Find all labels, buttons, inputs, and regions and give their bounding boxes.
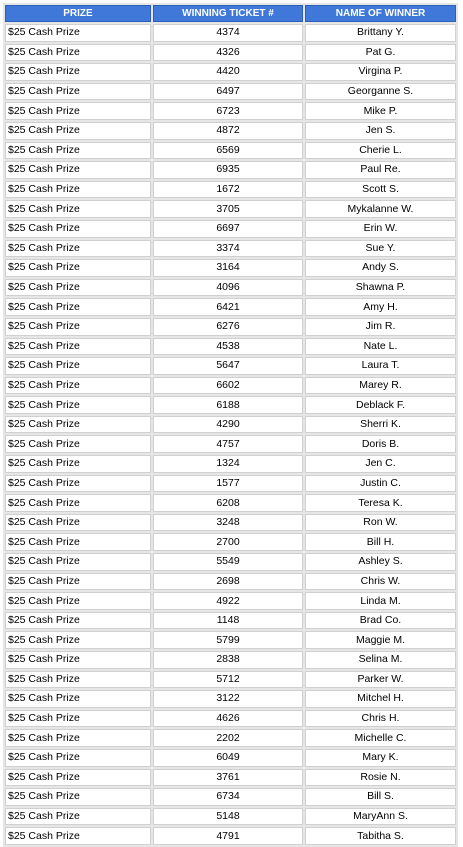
table-row [5,592,456,610]
winner-name-cell: Sue Y. [305,240,456,258]
winner-name-cell: Pat G. [305,44,456,62]
prize-cell: $25 Cash Prize [5,494,151,512]
winner-name-cell: Bill H. [305,533,456,551]
prize-cell: $25 Cash Prize [5,396,151,414]
prize-cell: $25 Cash Prize [5,259,151,277]
table-row [5,749,456,767]
prize-cell: $25 Cash Prize [5,181,151,199]
prize-cell: $25 Cash Prize [5,533,151,551]
table-row [5,769,456,787]
table-row [5,729,456,747]
table-row [5,338,456,356]
winner-name-cell: MaryAnn S. [305,808,456,826]
winner-name-cell: Teresa K. [305,494,456,512]
table-row [5,298,456,316]
prize-cell: $25 Cash Prize [5,63,151,81]
prize-cell: $25 Cash Prize [5,318,151,336]
table-row [5,808,456,826]
table-row [5,161,456,179]
ticket-number-cell: 6734 [153,788,303,806]
ticket-number-cell: 3705 [153,200,303,218]
table-row [5,357,456,375]
prize-cell: $25 Cash Prize [5,514,151,532]
table-row [5,83,456,101]
ticket-number-cell: 1577 [153,475,303,493]
ticket-number-cell: 4872 [153,122,303,140]
prize-cell: $25 Cash Prize [5,24,151,42]
winner-name-cell: Tabitha S. [305,827,456,845]
winner-name-cell: Mike P. [305,102,456,120]
winner-name-cell: Paul Re. [305,161,456,179]
prize-cell: $25 Cash Prize [5,475,151,493]
winner-name-cell: Brittany Y. [305,24,456,42]
column-header-prize: PRIZE [5,5,151,22]
winner-name-cell: Amy H. [305,298,456,316]
prize-cell: $25 Cash Prize [5,44,151,62]
winner-name-cell: Cherie L. [305,142,456,160]
table-row [5,475,456,493]
winner-name-cell: Maggie M. [305,631,456,649]
winner-name-cell: Erin W. [305,220,456,238]
table-row [5,435,456,453]
column-header-name-of-winner: NAME OF WINNER [305,5,456,22]
prize-cell: $25 Cash Prize [5,416,151,434]
table-row [5,279,456,297]
table-row [5,220,456,238]
prize-cell: $25 Cash Prize [5,298,151,316]
table-row [5,827,456,845]
winner-name-cell: Deblack F. [305,396,456,414]
table-row [5,416,456,434]
winner-name-cell: Jim R. [305,318,456,336]
prize-cell: $25 Cash Prize [5,690,151,708]
ticket-number-cell: 5148 [153,808,303,826]
prize-cell: $25 Cash Prize [5,161,151,179]
ticket-number-cell: 4791 [153,827,303,845]
prize-cell: $25 Cash Prize [5,651,151,669]
ticket-number-cell: 6188 [153,396,303,414]
table-row [5,671,456,689]
ticket-number-cell: 1324 [153,455,303,473]
ticket-number-cell: 6049 [153,749,303,767]
ticket-number-cell: 4538 [153,338,303,356]
ticket-number-cell: 4626 [153,710,303,728]
winner-name-cell: Shawna P. [305,279,456,297]
table-row [5,181,456,199]
table-row [5,24,456,42]
ticket-number-cell: 2838 [153,651,303,669]
ticket-number-cell: 1672 [153,181,303,199]
ticket-number-cell: 4290 [153,416,303,434]
prize-cell: $25 Cash Prize [5,279,151,297]
winner-name-cell: Virgina P. [305,63,456,81]
winner-name-cell: Brad Co. [305,612,456,630]
ticket-number-cell: 3164 [153,259,303,277]
ticket-number-cell: 4922 [153,592,303,610]
table-row [5,533,456,551]
winner-name-cell: Georganne S. [305,83,456,101]
prize-cell: $25 Cash Prize [5,200,151,218]
table-row [5,200,456,218]
ticket-number-cell: 4757 [153,435,303,453]
table-body [5,24,456,845]
winner-name-cell: Jen S. [305,122,456,140]
ticket-number-cell: 2698 [153,573,303,591]
table-row [5,455,456,473]
winner-name-cell: Ron W. [305,514,456,532]
winner-name-cell: Mary K. [305,749,456,767]
prize-cell: $25 Cash Prize [5,435,151,453]
winner-name-cell: Selina M. [305,651,456,669]
ticket-number-cell: 3248 [153,514,303,532]
header-row [5,5,456,22]
column-header-winning-ticket: WINNING TICKET # [153,5,303,22]
winner-name-cell: Laura T. [305,357,456,375]
prize-cell: $25 Cash Prize [5,102,151,120]
ticket-number-cell: 4326 [153,44,303,62]
winner-name-cell: Parker W. [305,671,456,689]
prize-cell: $25 Cash Prize [5,808,151,826]
ticket-number-cell: 4096 [153,279,303,297]
table-row [5,710,456,728]
ticket-number-cell: 6723 [153,102,303,120]
prize-cell: $25 Cash Prize [5,220,151,238]
prize-cell: $25 Cash Prize [5,83,151,101]
winner-name-cell: Chris W. [305,573,456,591]
table-row [5,142,456,160]
ticket-number-cell: 6569 [153,142,303,160]
prize-cell: $25 Cash Prize [5,592,151,610]
table-row [5,651,456,669]
ticket-number-cell: 4420 [153,63,303,81]
ticket-number-cell: 6208 [153,494,303,512]
ticket-number-cell: 6421 [153,298,303,316]
prize-cell: $25 Cash Prize [5,612,151,630]
prize-cell: $25 Cash Prize [5,573,151,591]
ticket-number-cell: 2202 [153,729,303,747]
table-row [5,318,456,336]
prize-cell: $25 Cash Prize [5,631,151,649]
winner-name-cell: Michelle C. [305,729,456,747]
table-row [5,259,456,277]
ticket-number-cell: 2700 [153,533,303,551]
ticket-number-cell: 3374 [153,240,303,258]
prize-cell: $25 Cash Prize [5,240,151,258]
table-row [5,514,456,532]
ticket-number-cell: 1148 [153,612,303,630]
winner-name-cell: Mykalanne W. [305,200,456,218]
prize-cell: $25 Cash Prize [5,357,151,375]
ticket-number-cell: 3761 [153,769,303,787]
table-row [5,573,456,591]
winner-name-cell: Sherri K. [305,416,456,434]
ticket-number-cell: 5647 [153,357,303,375]
ticket-number-cell: 6602 [153,377,303,395]
winner-name-cell: Scott S. [305,181,456,199]
winner-name-cell: Marey R. [305,377,456,395]
table-row [5,63,456,81]
winner-name-cell: Linda M. [305,592,456,610]
table-row [5,788,456,806]
winner-name-cell: Ashley S. [305,553,456,571]
ticket-number-cell: 6935 [153,161,303,179]
prize-cell: $25 Cash Prize [5,455,151,473]
table-header [5,5,456,22]
prize-cell: $25 Cash Prize [5,827,151,845]
winners-table [3,3,458,847]
table-row [5,240,456,258]
winner-name-cell: Nate L. [305,338,456,356]
prize-cell: $25 Cash Prize [5,377,151,395]
winner-name-cell: Chris H. [305,710,456,728]
prize-cell: $25 Cash Prize [5,788,151,806]
winner-name-cell: Rosie N. [305,769,456,787]
prize-cell: $25 Cash Prize [5,769,151,787]
table-row [5,396,456,414]
winner-name-cell: Jen C. [305,455,456,473]
table-row [5,631,456,649]
prize-cell: $25 Cash Prize [5,671,151,689]
winner-name-cell: Bill S. [305,788,456,806]
prize-cell: $25 Cash Prize [5,142,151,160]
ticket-number-cell: 5549 [153,553,303,571]
prize-cell: $25 Cash Prize [5,710,151,728]
winner-name-cell: Doris B. [305,435,456,453]
winner-name-cell: Justin C. [305,475,456,493]
prize-cell: $25 Cash Prize [5,122,151,140]
table-row [5,377,456,395]
table-row [5,102,456,120]
winner-name-cell: Mitchel H. [305,690,456,708]
ticket-number-cell: 5799 [153,631,303,649]
prize-cell: $25 Cash Prize [5,729,151,747]
table-row [5,44,456,62]
ticket-number-cell: 6497 [153,83,303,101]
table-row [5,122,456,140]
ticket-number-cell: 4374 [153,24,303,42]
prize-cell: $25 Cash Prize [5,749,151,767]
ticket-number-cell: 6697 [153,220,303,238]
prize-cell: $25 Cash Prize [5,338,151,356]
table-row [5,494,456,512]
ticket-number-cell: 5712 [153,671,303,689]
ticket-number-cell: 6276 [153,318,303,336]
table-row [5,612,456,630]
table-row [5,690,456,708]
table-row [5,553,456,571]
ticket-number-cell: 3122 [153,690,303,708]
prize-cell: $25 Cash Prize [5,553,151,571]
winner-name-cell: Andy S. [305,259,456,277]
